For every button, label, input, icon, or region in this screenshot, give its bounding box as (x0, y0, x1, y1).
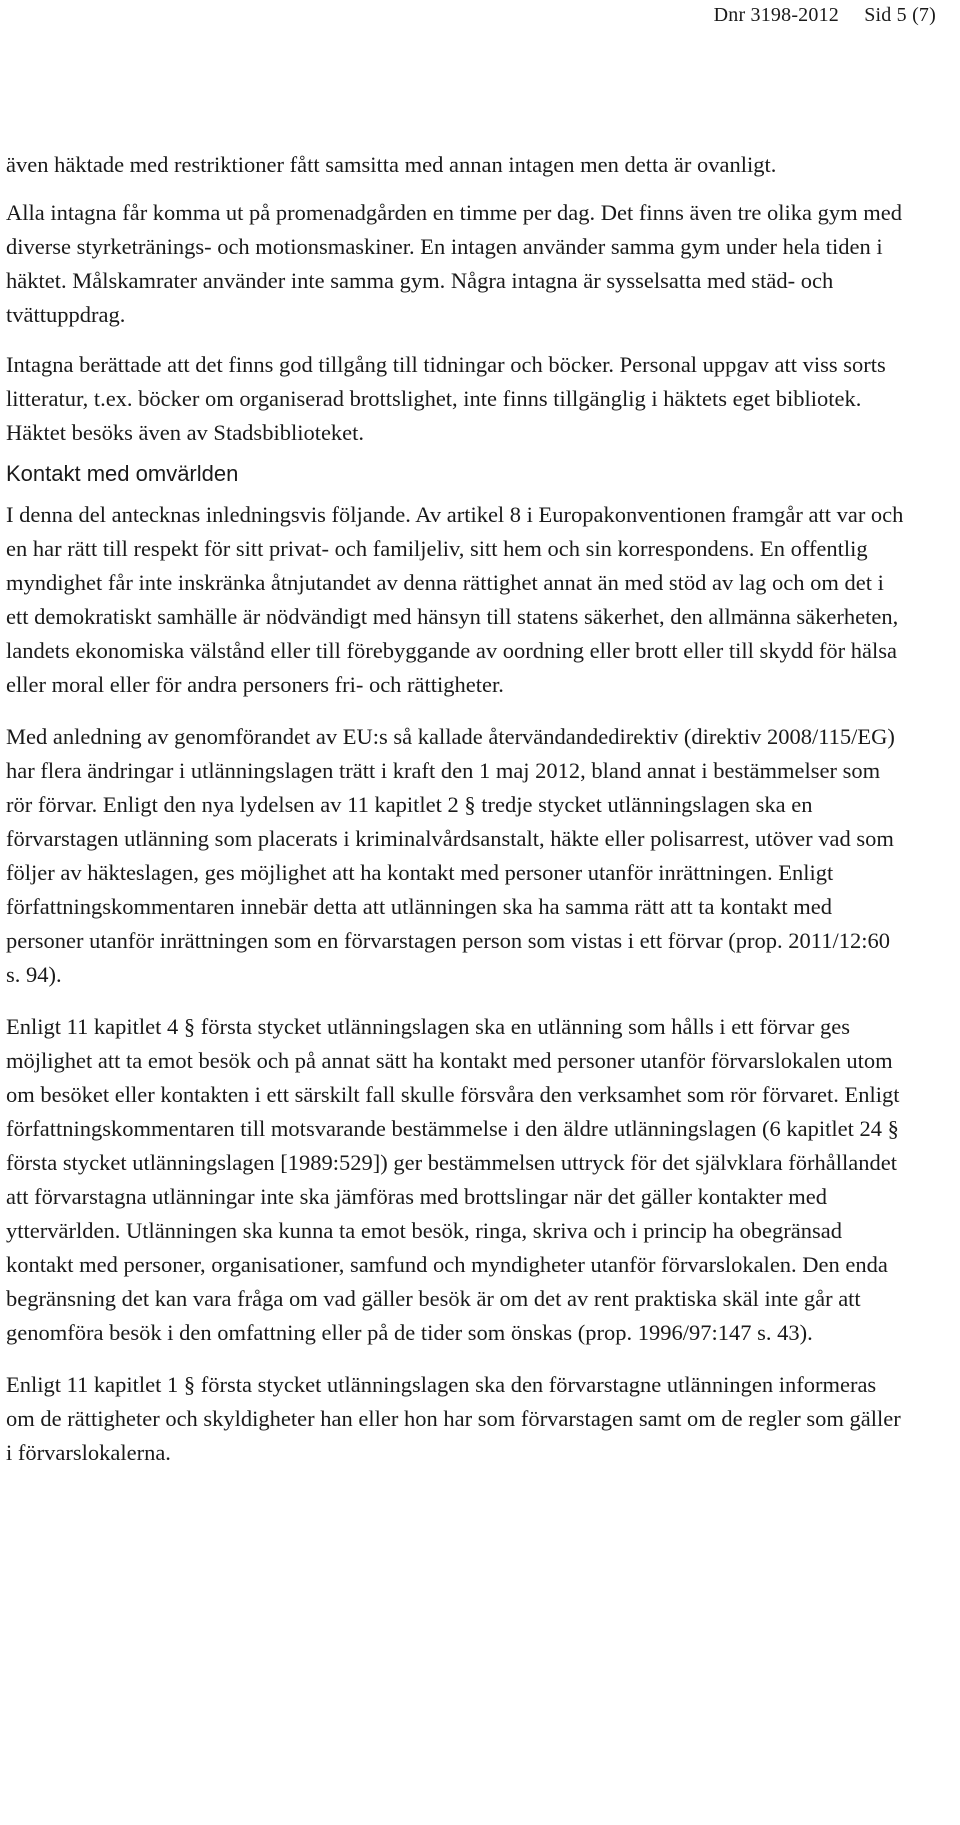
paragraph-information: Enligt 11 kapitlet 1 § första stycket utlänningslagen ska den förvarstagne utlänningen informeras om de rättigheter och skyldigheter han eller hon har som förvarstagen samt om de regler som gäller i förvarslokalerna. (6, 1372, 901, 1465)
paragraph-restrictions: även häktade med restriktioner fått samsitta med annan intagen men detta är ovanligt. (6, 152, 777, 177)
paragraph-exercise: Alla intagna får komma ut på promenadgården en timme per dag. Det finns även tre olika gym med diverse styrketränings- och motionsmaskiner. En intagen använder samma gym under hela tiden i häktet. Målskamrater använder inte samma gym. Några intagna är sysselsatta med städ- och tvättuppdrag. (6, 200, 902, 327)
document-body (6, 148, 906, 1488)
paragraph-article-8: I denna del antecknas inledningsvis följande. Av artikel 8 i Europakonventionen framgår att var och en har rätt till respekt för sitt privat- och familjeliv, sitt hem och sin korrespondens. En offentlig myndighet får inte inskränka åtnjutandet av denna rättighet annat än med stöd av lag och om det i ett demokratiskt samhälle är nödvändigt med hänsyn till statens säkerhet, den allmänna säkerheten, landets ekonomiska välstånd eller till förebyggande av oordning eller brott eller till skydd för hälsa eller moral eller för andra personers fri- och rättigheter. (6, 502, 904, 697)
page-header (714, 4, 936, 27)
paragraph-visits: Enligt 11 kapitlet 4 § första stycket utlänningslagen ska en utlänning som hålls i ett förvar ges möjlighet att ta emot besök och på annat sätt ha kontakt med personer utanför förvarslokalen utom om besöket eller kontakten i ett särskilt fall skulle försvåra den verksamhet som rör förvaret. Enligt författningskommentaren till motsvarande bestämmelse i den äldre utlänningslagen (6 kapitlet 24 § första stycket utlänningslagen [1989:529]) ger bestämmelsen uttryck för det självklara förhållandet att förvarstagna utlänningar inte ska jämföras med brottslingar när det gäller kontakter med yttervärlden. Utlänningen ska kunna ta emot besök, ringa, skriva och i princip ha obegränsad kontakt med personer, organisationer, samfund och myndigheter utanför förvarslokalen. Den enda begränsning det kan vara fråga om vad gäller besök är om det av rent praktiska skäl inte går att genomföra besök i den omfattning eller på de tider som önskas (prop. 1996/97:147 s. 43). (6, 1014, 900, 1345)
paragraph-return-directive: Med anledning av genomförandet av EU:s så kallade återvändandedirektiv (direktiv 2008/115/EG) har flera ändringar i utlänningslagen trätt i kraft den 1 maj 2012, bland annat i bestämmelser som rör förvar. Enligt den nya lydelsen av 11 kapitlet 2 § tredje stycket utlänningslagen ska en förvarstagen utlänning som placerats i kriminalvårdsanstalt, häkte eller polisarrest, utöver vad som följer av häkteslagen, ges möjlighet att ha kontakt med personer utanför inrättningen. Enligt författningskommentaren innebär detta att utlänningen ska ha samma rätt att ta kontakt med personer utanför inrättningen som en förvarstagen person som vistas i ett förvar (prop. 2011/12:60 s. 94). (6, 724, 895, 987)
document-number: Dnr 3198-2012 (713, 4, 839, 26)
page-number: Sid 5 (7) (864, 4, 936, 26)
paragraph-library: Intagna berättade att det finns god tillgång till tidningar och böcker. Personal uppgav att viss sorts litteratur, t.ex. böcker om organiserad brottslighet, inte finns tillgänglig i häktets eget bibliotek. Häktet besöks även av Stadsbiblioteket. (6, 352, 886, 445)
section-heading: Kontakt med omvärlden (6, 461, 239, 486)
